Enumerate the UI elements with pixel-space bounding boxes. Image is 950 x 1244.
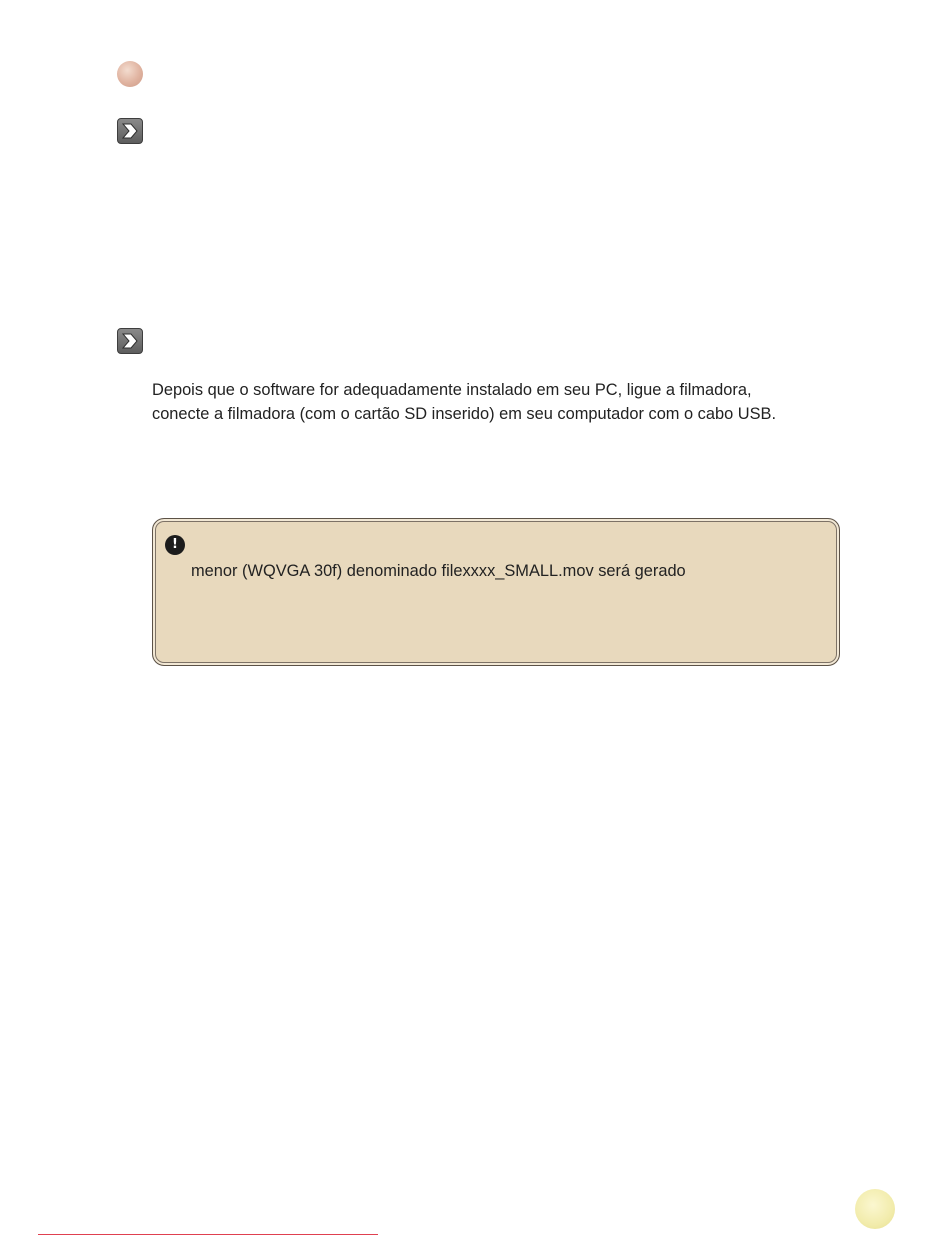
instruction-paragraph [152, 378, 872, 426]
section-bullet-icon [117, 61, 143, 87]
paragraph-line: Depois que o software for adequadamente instalado em seu PC, ligue a filmadora, [152, 381, 752, 399]
exclamation-icon: ! [165, 535, 185, 555]
chevron-right-icon [117, 118, 143, 144]
page-number-badge [855, 1189, 895, 1229]
chevron-right-icon [117, 328, 143, 354]
note-box [152, 518, 840, 666]
footer-rule [38, 1234, 378, 1235]
paragraph-line: conecte a filmadora (com o cartão SD inserido) em seu computador com o cabo USB. [152, 405, 777, 423]
note-text: menor (WQVGA 30f) denominado filexxxx_SMALL.mov será gerado [191, 562, 686, 580]
